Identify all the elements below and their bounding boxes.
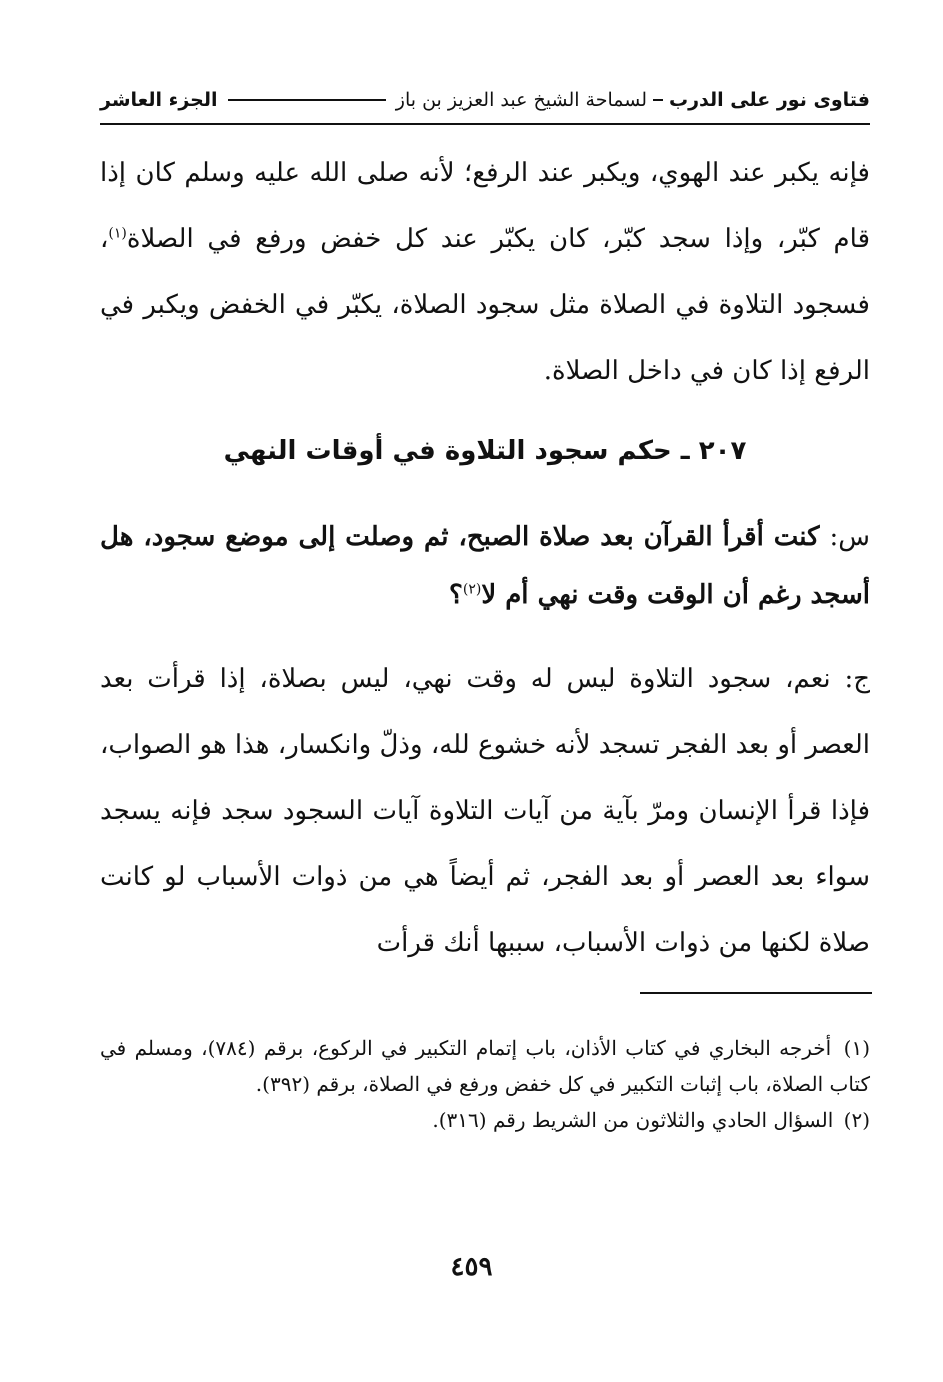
footnote-separator xyxy=(640,992,872,994)
answer-paragraph xyxy=(100,646,870,976)
footnote-text: أخرجه البخاري في كتاب الأذان، باب إتمام التكبير في الركوع، برقم (٧٨٤)، ومسلم في كتاب الصلاة، باب إثبات التكبير في كل خفض ورفع في الصلاة، برقم (٣٩٢). xyxy=(100,1036,870,1096)
answer-label: ج: xyxy=(844,664,871,694)
footnotes xyxy=(100,1030,870,1138)
question-mark: ؟ xyxy=(449,580,463,610)
intro-text-continued: ، فسجود التلاوة في الصلاة مثل سجود الصلاة، يكبّر في الخفض ويكبر في الرفع إذا كان في داخل الصلاة. xyxy=(100,224,870,386)
book-title: فتاوى نور على الدرب xyxy=(669,89,870,111)
header-rule xyxy=(228,99,386,101)
question-label: س: xyxy=(829,522,870,552)
footnote-text: السؤال الحادي والثلاثون من الشريط رقم (٣١٦). xyxy=(432,1108,834,1132)
footnote-ref-2: (٢) xyxy=(462,581,482,598)
intro-paragraph xyxy=(100,140,870,404)
footnote-number: (٢) xyxy=(843,1108,870,1132)
answer-text: نعم، سجود التلاوة ليس له وقت نهي، ليس بصلاة، إذا قرأت بعد العصر أو بعد الفجر تسجد لأنه خشوع لله، وذلّ وانكسار، هذا هو الصواب، فإذا قرأ الإنسان ومرّ بآية من آيات التلاوة آيات السجود سجد فإنه يسجد سواء بعد العصر أو بعد الفجر، ثم أيضاً هي من ذوات الأسباب لو كانت صلاة لكنها من ذوات الأسباب، سببها أنك قرأت xyxy=(100,664,870,958)
intro-text: فإنه يكبر عند الهوي، ويكبر عند الرفع؛ لأنه صلى الله عليه وسلم كان إذا قام كبّر، وإذا سجد كبّر، كان يكبّر عند كل خفض ورفع في الصلاة xyxy=(100,158,870,254)
volume-label: الجزء العاشر xyxy=(100,89,218,111)
footnote-number: (١) xyxy=(843,1036,871,1060)
running-header xyxy=(100,86,870,114)
header-underline xyxy=(100,123,870,125)
footnote-2 xyxy=(100,1102,870,1138)
page-number: ٤٥٩ xyxy=(450,1252,493,1282)
question-text: كنت أقرأ القرآن بعد صلاة الصبح، ثم وصلت إلى موضع سجود، هل أسجد رغم أن الوقت وقت نهي أم لا xyxy=(100,522,870,610)
section-title: ٢٠٧ ـ حكم سجود التلاوة في أوقات النهي xyxy=(223,436,747,466)
footnote-ref-1: (١) xyxy=(108,225,127,242)
footnote-1 xyxy=(100,1030,870,1102)
question-paragraph xyxy=(100,508,870,624)
header-dash xyxy=(653,99,663,101)
author-name: لسماحة الشيخ عبد العزيز بن باز xyxy=(395,89,647,111)
header-title-group xyxy=(396,89,870,111)
